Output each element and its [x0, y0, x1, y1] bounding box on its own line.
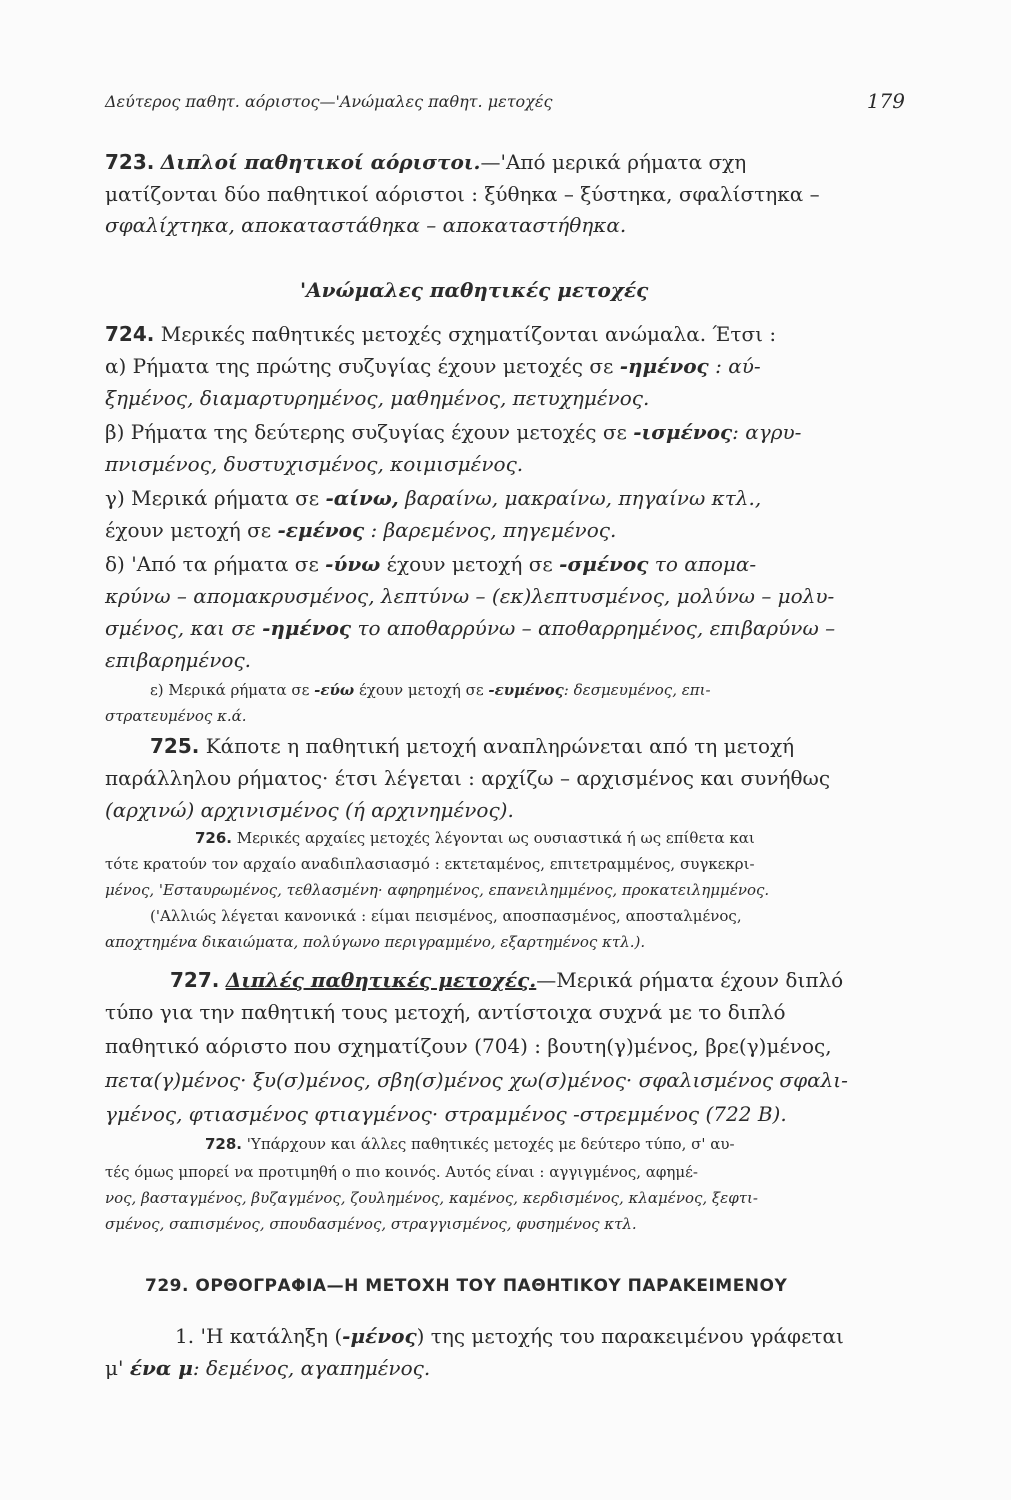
text-run: : βαρεμένος, πηγεμένος. [370, 518, 617, 542]
text-run: 1. 'Η κατάληξη ( [175, 1324, 343, 1348]
paragraph-line: πνισμένος, δυστυχισμένος, κοιμισμένος. [105, 452, 524, 476]
paragraph-line: επιβαρημένος. [105, 648, 252, 672]
text-run: ) της μετοχής του παρακειμένου γράφεται [416, 1324, 844, 1348]
paragraph-line: ξημένος, διαμαρτυρημένος, μαθημένος, πετυχημένος. [105, 386, 650, 410]
suffix: -ευμένος [488, 681, 564, 699]
suffix: -μένος [342, 1324, 417, 1348]
section-title: ΟΡΘΟΓΡΑΦΙΑ—Η ΜΕΤΟΧΗ ΤΟΥ ΠΑΘΗΤΙΚΟΥ ΠΑΡΑΚΕΙΜΕΝΟΥ [195, 1276, 788, 1296]
paragraph-line [195, 828, 755, 848]
paragraph-line: νος, βασταγμένος, βυζαγμένος, ζουλημένος, καμένος, κερδισμένος, κλαμένος, ξεφτι- [105, 1189, 758, 1207]
text-run: το αποθαρρύνω – αποθαρρημένος, επιβαρύνω – [357, 616, 836, 640]
text-run: ε) Μερικά ρήματα σε [150, 681, 310, 699]
paragraph-line: ('Αλλιώς λέγεται κανονικά : είμαι πεισμένος, αποσπασμένος, αποσταλμένος, [150, 907, 742, 925]
paragraph-line [105, 518, 616, 542]
paragraph-line [105, 486, 761, 510]
paragraph-line: (αρχινώ) αρχινισμένος (ή αρχινημένος). [105, 798, 514, 822]
text-run: : αγρυ- [732, 420, 802, 444]
suffix: -εύω [314, 681, 355, 699]
subheading: 'Ανώμαλες παθητικές μετοχές [300, 278, 649, 302]
paragraph-line [105, 1356, 430, 1380]
paragraph-line: τές όμως μπορεί να προτιμηθή ο πιο κοινός. Αυτός είναι : αγγιγμένος, αφημέ- [105, 1163, 698, 1181]
text-run: το απομα- [654, 552, 757, 576]
paragraph-line: ματίζονται δύο παθητικοί αόριστοι : ξύθηκα – ξύστηκα, σφαλίστηκα – [105, 182, 820, 206]
text-run: μ' [105, 1356, 130, 1380]
text-run: Κάποτε η παθητική μετοχή αναπληρώνεται από τη μετοχή [205, 734, 795, 758]
paragraph-line: στρατευμένος κ.ά. [105, 707, 247, 725]
text-run: σμένος, και σε [105, 616, 256, 640]
section-number: 729. [145, 1276, 189, 1296]
text-run: βαραίνω, μακραίνω, πηγαίνω κτλ., [405, 486, 762, 510]
running-header [105, 89, 905, 113]
paragraph-line [105, 552, 756, 576]
paragraph-line: παθητικό αόριστο που σχηματίζουν (704) : βουτη(γ)μένος, βρε(γ)μένος, [105, 1034, 832, 1058]
suffix: -ημένος [619, 354, 709, 378]
paragraph-line: αποχτημένα δικαιώματα, πολύγωνο περιγραμμένο, εξαρτημένος κτλ.). [105, 933, 646, 951]
paragraph-line [105, 354, 761, 378]
paragraph-line [150, 680, 711, 700]
paragraph-line [105, 322, 776, 346]
running-title: Δεύτερος παθητ. αόριστος—'Ανώμαλες παθητ. μετοχές [105, 92, 553, 111]
paragraph-line: κρύνω – απομακρυσμένος, λεπτύνω – (εκ)λεπτυσμένος, μολύνω – μολυ- [105, 584, 835, 608]
paragraph-line [150, 734, 794, 758]
text-run: Μερικές αρχαίες μετοχές λέγονται ως ουσιαστικά ή ως επίθετα και [236, 829, 755, 847]
section-number: 723. [105, 150, 155, 174]
suffix: -σμένος [559, 552, 649, 576]
paragraph-line: τότε κρατούν τον αρχαίο αναδιπλασιασμό : εκτεταμένος, επιτετραμμένος, συγκεκρι- [105, 855, 755, 873]
paragraph-line [105, 150, 746, 174]
emphasis: ένα μ [129, 1356, 193, 1380]
suffix: -αίνω, [325, 486, 399, 510]
section-number: 725. [150, 734, 200, 758]
text-run: β) Ρήματα της δεύτερης συζυγίας έχουν μετοχές σε [105, 420, 627, 444]
text-run: : δεμένος, αγαπημένος. [192, 1356, 431, 1380]
text-run: έχουν μετοχή σε [359, 681, 484, 699]
page-number: 179 [866, 89, 905, 113]
text-run: Μερικές παθητικές μετοχές σχηματίζονται ανώμαλα. Έτσι : [160, 322, 777, 346]
suffix: -ισμένος [633, 420, 733, 444]
paragraph-line: σμένος, σαπισμένος, σπουδασμένος, στραγγισμένος, φυσημένος κτλ. [105, 1215, 637, 1233]
section-number: 724. [105, 322, 155, 346]
suffix: -εμένος [277, 518, 365, 542]
text-run: γ) Μερικά ρήματα σε [105, 486, 320, 510]
text-run: —'Από μερικά ρήματα σχη [480, 150, 747, 174]
section-heading [145, 1274, 787, 1298]
paragraph-line [105, 616, 835, 640]
paragraph-line [105, 420, 801, 444]
text-run: α) Ρήματα της πρώτης συζυγίας έχουν μετοχές σε [105, 354, 614, 378]
suffix: -ύνω [325, 552, 381, 576]
text-run: : αύ- [715, 354, 761, 378]
paragraph-line: πετα(γ)μένος· ξυ(σ)μένος, σβη(σ)μένος χω(σ)μένος· σφαλισμένος σφαλι- [105, 1068, 848, 1092]
section-number: 728. [205, 1135, 243, 1153]
paragraph-line [205, 1134, 735, 1154]
section-number: 727. [170, 968, 220, 992]
text-run: έχουν μετοχή σε [386, 552, 553, 576]
text-run: —Μερικά ρήματα έχουν διπλό [536, 968, 844, 992]
paragraph-line [175, 1324, 844, 1348]
text-run: έχουν μετοχή σε [105, 518, 272, 542]
paragraph-line [170, 968, 843, 992]
section-number: 726. [195, 829, 233, 847]
suffix: -ημένος [262, 616, 352, 640]
text-run: 'Υπάρχουν και άλλες παθητικές μετοχές με δεύτερο τύπο, σ' αυ- [246, 1135, 735, 1153]
paragraph-line: γμένος, φτιασμένος φτιαγμένος· στραμμένος -στρεμμένος (722 Β). [105, 1102, 787, 1126]
paragraph-line: σφαλίχτηκα, αποκαταστάθηκα – αποκαταστήθηκα. [105, 213, 627, 237]
section-title: Διπλές παθητικές μετοχές. [225, 968, 537, 992]
text-run: : δεσμευμένος, επι- [563, 681, 711, 699]
text-run: δ) 'Από τα ρήματα σε [105, 552, 319, 576]
paragraph-line: μένος, 'Εσταυρωμένος, τεθλασμένη· αφηρημένος, επανειλημμένος, προκατειλημμένος. [105, 881, 770, 899]
section-title: Διπλοί παθητικοί αόριστοι. [160, 150, 481, 174]
paragraph-line: τύπο για την παθητική τους μετοχή, αντίστοιχα συχνά με το διπλό [105, 1000, 786, 1024]
paragraph-line: παράλληλου ρήματος· έτσι λέγεται : αρχίζω – αρχισμένος και συνήθως [105, 766, 831, 790]
